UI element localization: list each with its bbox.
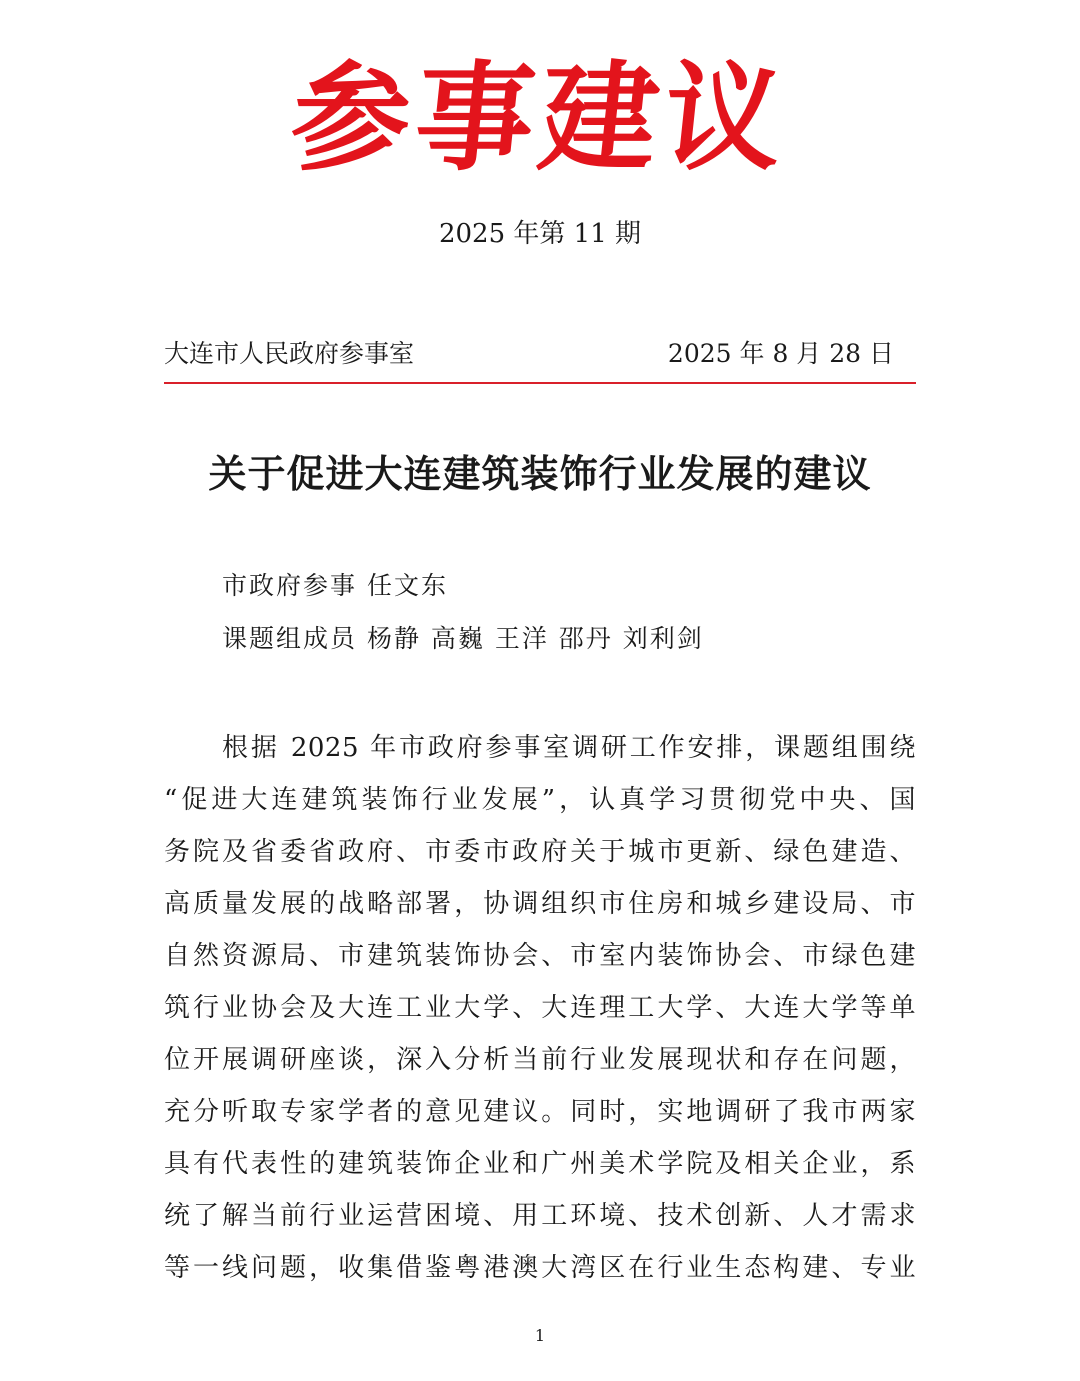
author-line: 市政府参事 任文东	[222, 571, 448, 600]
body-line: 统了解当前行业运营困境、用工环境、技术创新、人才需求	[164, 1201, 916, 1231]
meta-row	[164, 334, 916, 374]
body-line: 位开展调研座谈，深入分析当前行业发展现状和存在问题，	[164, 1045, 916, 1075]
body-line: 务院及省委省政府、市委市政府关于城市更新、绿色建造、	[164, 837, 916, 867]
body-line: 高质量发展的战略部署，协调组织市住房和城乡建设局、市	[164, 889, 916, 919]
issuing-office: 大连市人民政府参事室	[164, 339, 415, 368]
body-line: 筑行业协会及大连工业大学、大连理工大学、大连大学等单	[164, 993, 916, 1023]
body-line: 等一线问题，收集借鉴粤港澳大湾区在行业生态构建、专业	[164, 1253, 916, 1283]
document-title: 关于促进大连建筑装饰行业发展的建议	[208, 451, 872, 496]
body-line: 根据 2025 年市政府参事室调研工作安排，课题组围绕	[222, 733, 916, 763]
body-line: “促进大连建筑装饰行业发展”，认真学习贯彻党中央、国	[164, 785, 916, 815]
masthead	[0, 48, 1080, 188]
research-team-line: 课题组成员 杨静 高巍 王洋 邵丹 刘利剑	[222, 624, 704, 653]
body-line: 具有代表性的建筑装饰企业和广州美术学院及相关企业，系	[164, 1149, 916, 1179]
issue-number: 2025 年第 11 期	[438, 219, 642, 249]
masthead-title: 参事建议	[284, 48, 796, 187]
red-divider	[164, 382, 916, 384]
body-line: 充分听取专家学者的意见建议。同时，实地调研了我市两家	[164, 1097, 916, 1127]
page-number: 1	[534, 1326, 546, 1345]
body-line: 自然资源局、市建筑装饰协会、市室内装饰协会、市绿色建	[164, 941, 916, 971]
issue-date: 2025 年 8 月 28 日	[667, 339, 894, 368]
body-text	[164, 722, 916, 1294]
